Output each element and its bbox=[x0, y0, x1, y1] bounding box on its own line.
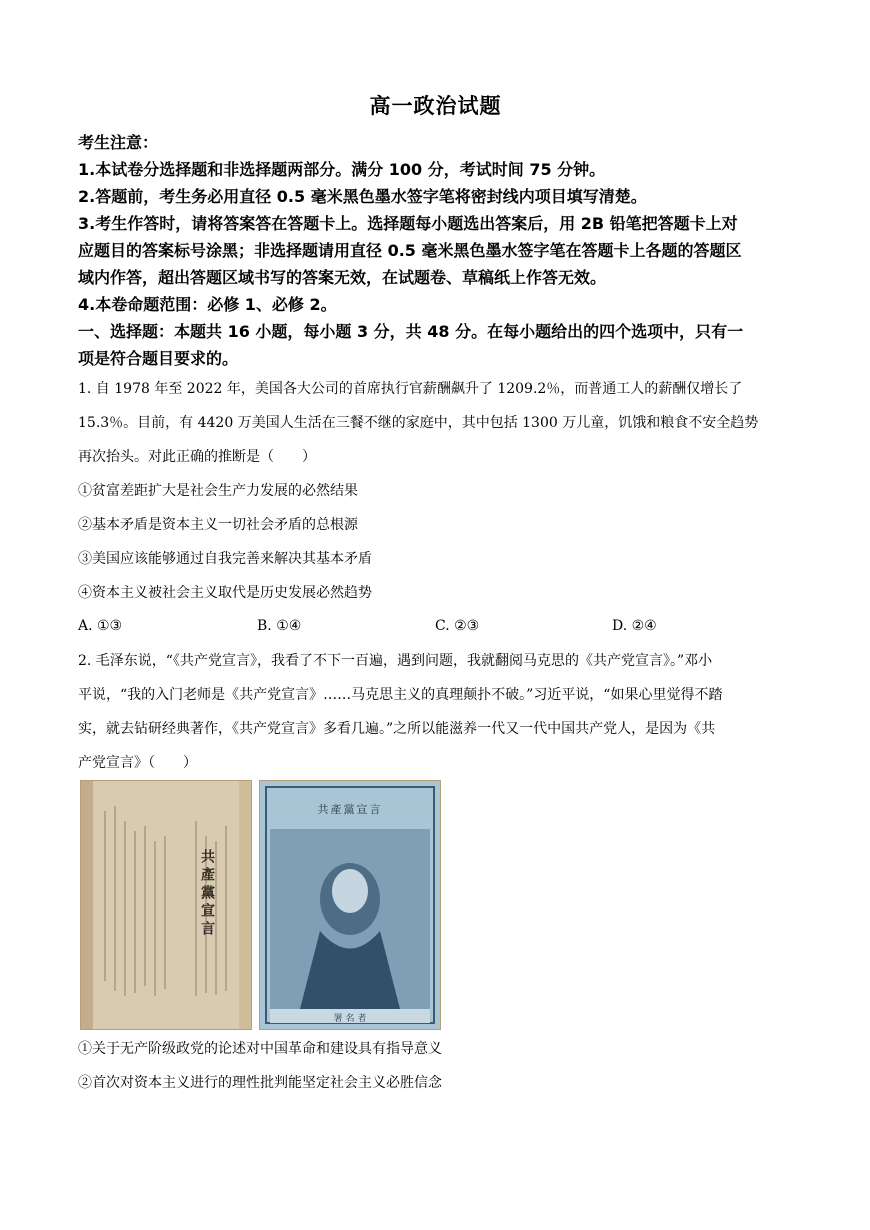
q1-stem-line-1: 1. 自 1978 年至 2022 年，美国各大公司的首席执行官薪酬飙升了 1209.2％，而普通工人的薪酬仅增长了 bbox=[78, 381, 743, 397]
q1-option-c[interactable]: C. ②③ bbox=[435, 618, 480, 634]
q2-stem-line-4: 产党宣言》（ ） bbox=[78, 755, 197, 771]
left-book-title: 共產黨宣言 bbox=[199, 849, 215, 939]
manifesto-cover-image bbox=[259, 780, 441, 1030]
notice-item-3-line-3: 域内作答，超出答题区域书写的答案无效，在试题卷、草稿纸上作答无效。 bbox=[78, 268, 607, 287]
page-title: 高一政治试题 bbox=[369, 94, 502, 118]
notice-item-3-line-2: 应题目的答案标号涂黑；非选择题请用直径 0.5 毫米黑色墨水签字笔在答题卡上各题的答题区 bbox=[78, 241, 742, 260]
notice-item-1: 1.本试卷分选择题和非选择题两部分。满分 100 分，考试时间 75 分钟。 bbox=[78, 160, 606, 179]
q1-statement-3: ③美国应该能够通过自我完善来解决其基本矛盾 bbox=[78, 551, 372, 567]
q2-stem-line-2: 平说，“我的入门老师是《共产党宣言》……马克思主义的真理颠扑不破。”习近平说，“如果心里觉得不踏 bbox=[78, 687, 723, 703]
q1-stem-line-2: 15.3％。目前，有 4420 万美国人生活在三餐不继的家庭中，其中包括 1300 万儿童，饥饿和粮食不安全趋势 bbox=[78, 415, 759, 431]
q1-option-b[interactable]: B. ①④ bbox=[257, 618, 302, 634]
q1-statement-4: ④资本主义被社会主义取代是历史发展必然趋势 bbox=[78, 585, 372, 601]
manifesto-book-page-image bbox=[80, 780, 252, 1030]
notice-heading: 考生注意： bbox=[78, 133, 159, 152]
q2-stem-line-3: 实，就去钻研经典著作，《共产党宣言》多看几遍。”之所以能滋养一代又一代中国共产党人，是因为《共 bbox=[78, 721, 716, 737]
right-cover-title: 共產黨宣言 bbox=[317, 803, 383, 816]
right-cover-footer: 署 名 者 bbox=[333, 1014, 367, 1024]
cover-portrait-illustration bbox=[260, 781, 440, 1029]
q2-statement-1: ①关于无产阶级政党的论述对中国革命和建设具有指导意义 bbox=[78, 1041, 442, 1057]
book-page-illustration bbox=[81, 781, 251, 1029]
q1-stem-line-3: 再次抬头。对此正确的推断是（ ） bbox=[78, 449, 316, 465]
notice-item-3-line-1: 3.考生作答时，请将答案答在答题卡上。选择题每小题选出答案后，用 2B 铅笔把答题卡上对 bbox=[78, 214, 738, 233]
q1-statement-1: ①贫富差距扩大是社会生产力发展的必然结果 bbox=[78, 483, 358, 499]
notice-item-4: 4.本卷命题范围：必修 1、必修 2。 bbox=[78, 295, 337, 314]
q1-option-d[interactable]: D. ②④ bbox=[612, 618, 657, 634]
q1-statement-2: ②基本矛盾是资本主义一切社会矛盾的总根源 bbox=[78, 517, 358, 533]
section-heading-line-1: 一、选择题：本题共 16 小题，每小题 3 分，共 48 分。在每小题给出的四个选项中，只有一 bbox=[78, 322, 744, 341]
section-heading-line-2: 项是符合题目要求的。 bbox=[78, 349, 239, 368]
q2-statement-2: ②首次对资本主义进行的理性批判能坚定社会主义必胜信念 bbox=[78, 1075, 442, 1091]
q1-option-a[interactable]: A. ①③ bbox=[78, 618, 123, 634]
notice-item-2: 2.答题前，考生务必用直径 0.5 毫米黑色墨水签字笔将密封线内项目填写清楚。 bbox=[78, 187, 647, 206]
q2-stem-line-1: 2. 毛泽东说，“《共产党宣言》，我看了不下一百遍，遇到问题，我就翻阅马克思的《共产党宣言》。”邓小 bbox=[78, 653, 713, 669]
